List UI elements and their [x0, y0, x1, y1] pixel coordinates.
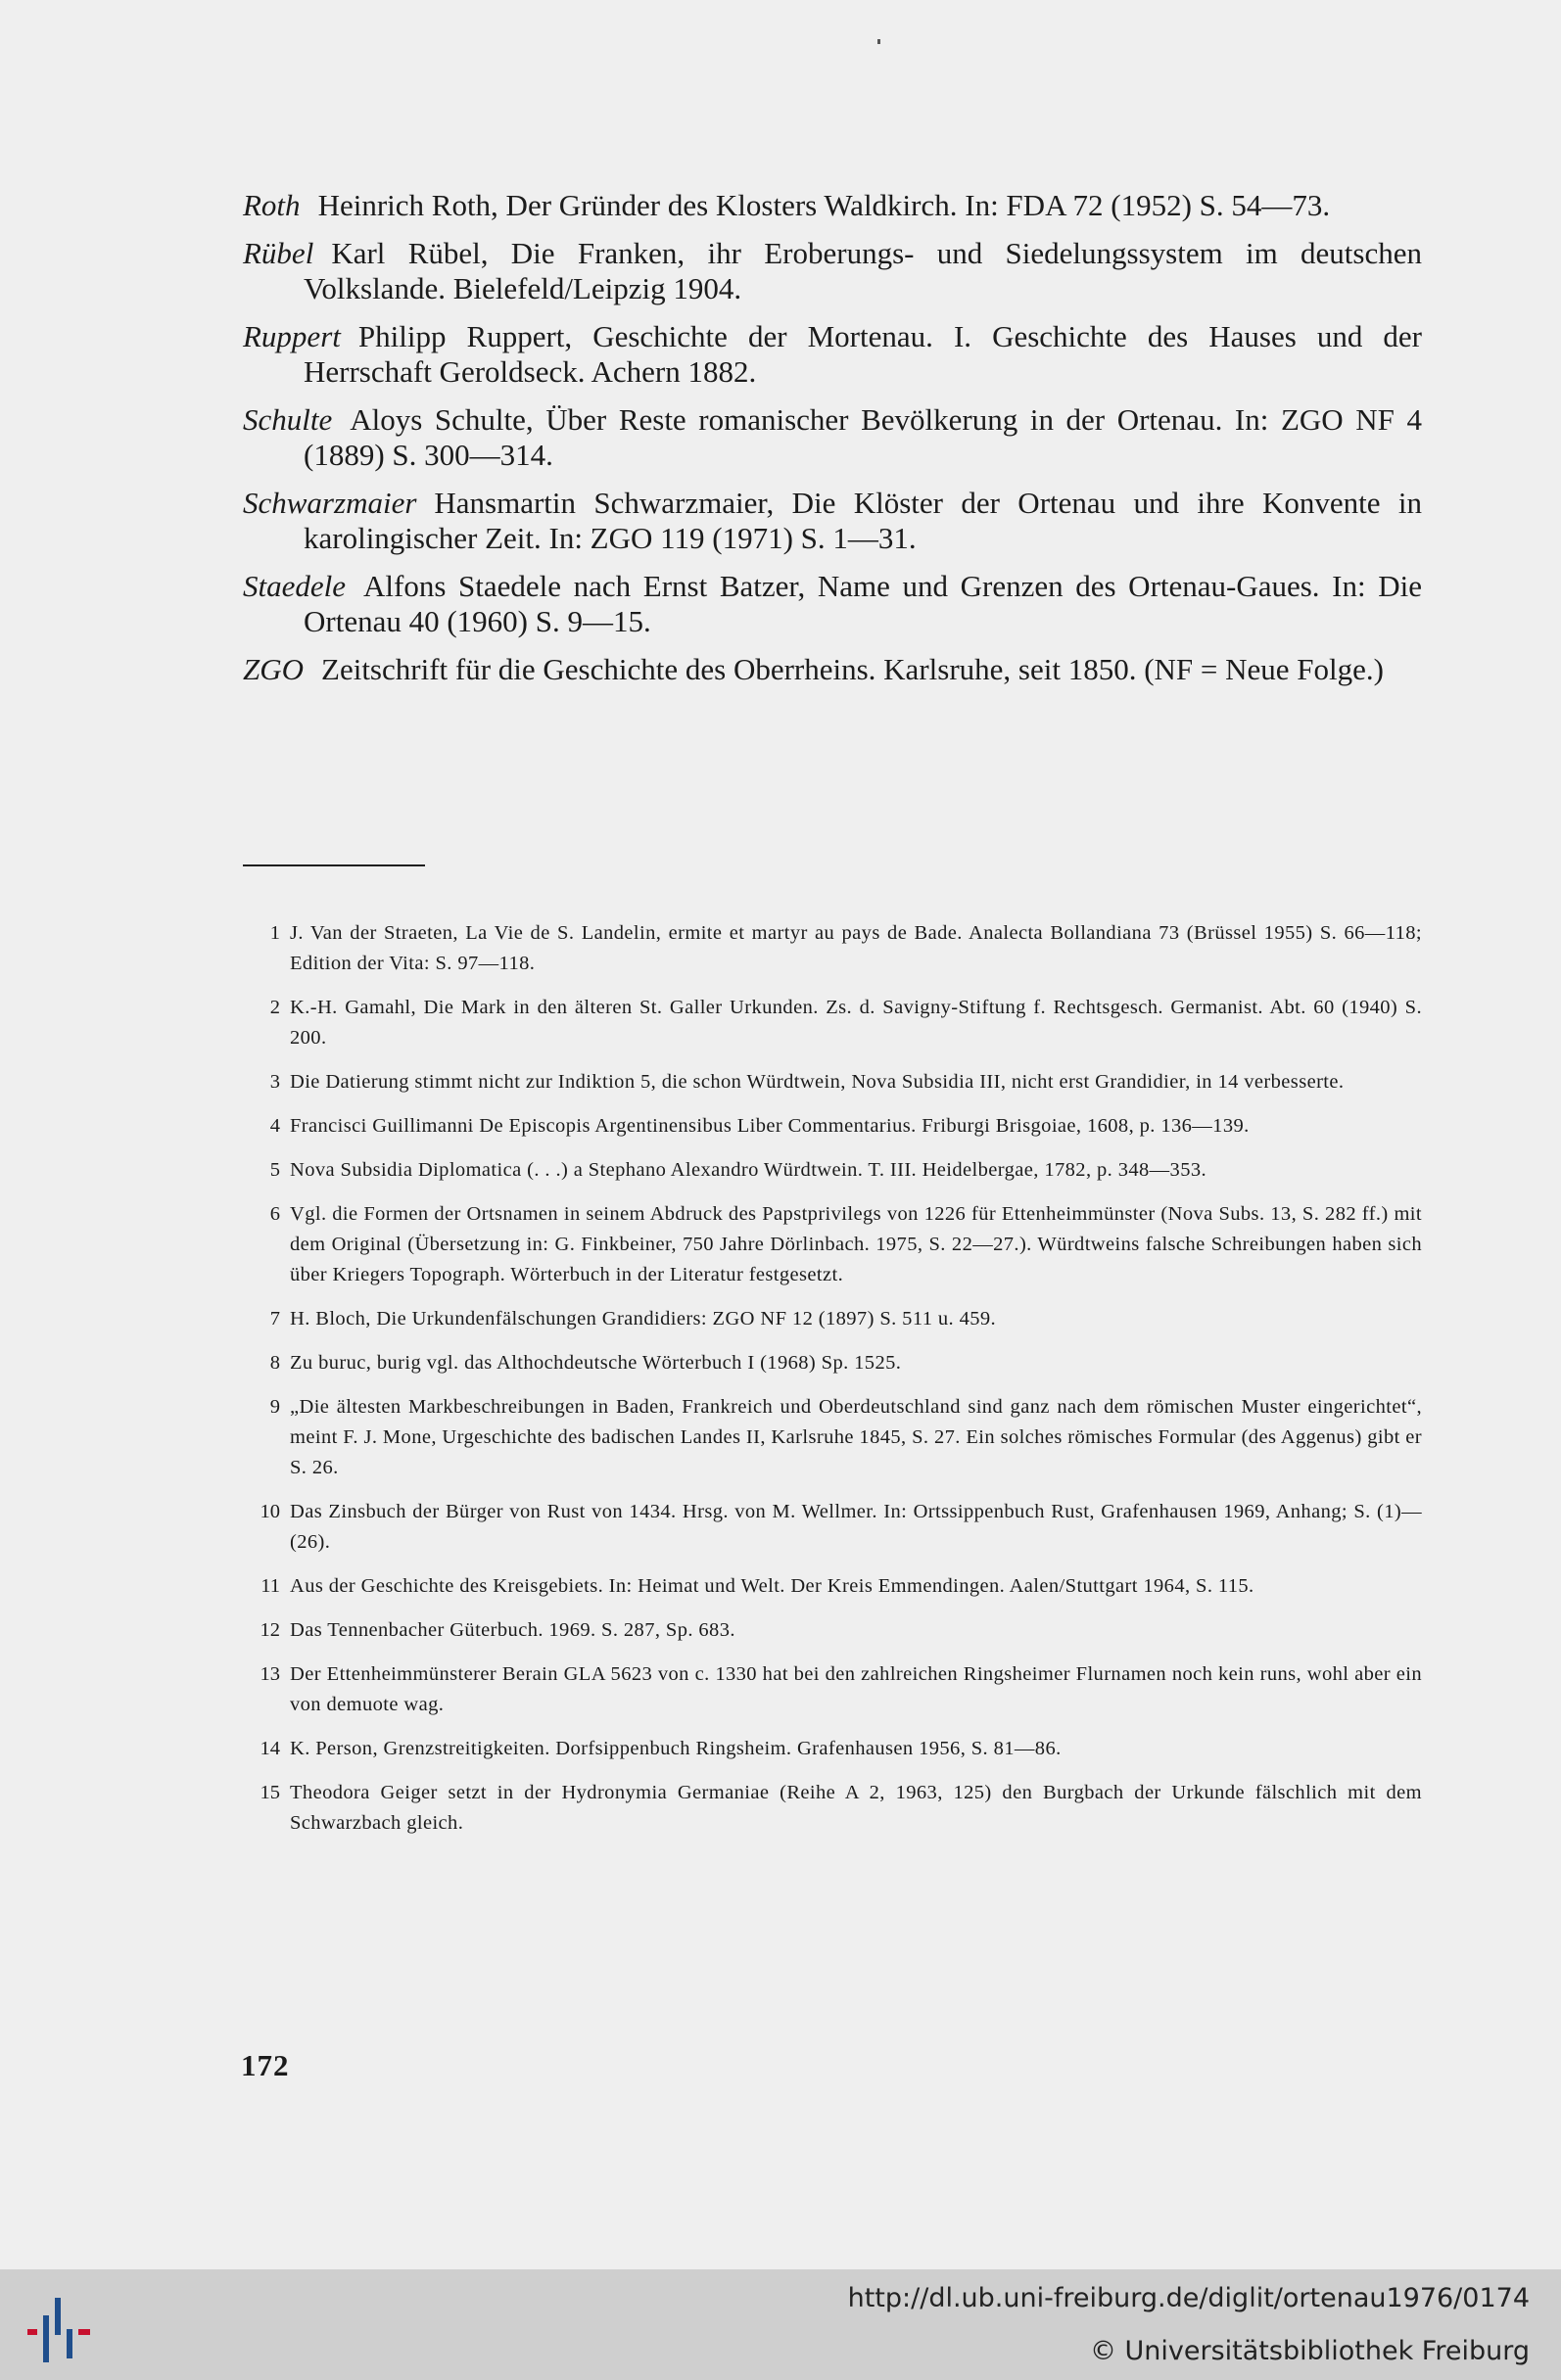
footnote-text: H. Bloch, Die Urkundenfälschungen Grandidiers: ZGO NF 12 (1897) S. 511 u. 459.	[290, 1308, 997, 1330]
copyright-notice: © Universitätsbibliothek Freiburg	[1089, 2336, 1530, 2366]
bibliography-text: Heinrich Roth, Der Gründer des Klosters Waldkirch. In: FDA 72 (1952) S. 54—73.	[317, 188, 1331, 222]
bibliography-entry	[243, 652, 1422, 687]
viewer-footer	[0, 2269, 1561, 2380]
bibliography-text: Karl Rübel, Die Franken, ihr Eroberungs- und Siedelungssystem im deutschen Volkslande. Bielefeld/Leipzig 1904.	[304, 236, 1422, 305]
footnote-text: Zu buruc, burig vgl. das Althochdeutsche Wörterbuch I (1968) Sp. 1525.	[290, 1352, 902, 1374]
footnote-number: 2	[269, 997, 280, 1018]
footnote	[257, 1497, 1422, 1558]
bibliography-entry	[243, 486, 1422, 556]
footnote-separator	[243, 864, 425, 866]
footnote-text: K.-H. Gamahl, Die Mark in den älteren St. Galler Urkunden. Zs. d. Savigny-Stiftung f. Rechtsgesch. Germanist. Abt. 60 (1940) S. 200.	[290, 997, 1422, 1049]
footnote	[257, 1734, 1422, 1764]
bibliography-entry	[243, 188, 1422, 223]
footnote-number: 13	[260, 1663, 280, 1685]
bibliography-key: ZGO	[243, 652, 305, 686]
footnote	[257, 993, 1422, 1053]
bibliography-key: Rübel	[243, 236, 314, 270]
footnote-number: 10	[260, 1501, 280, 1522]
footnote	[257, 1155, 1422, 1186]
footnote-number: 9	[269, 1396, 280, 1418]
footnote	[257, 1304, 1422, 1334]
footnote-text: Vgl. die Formen der Ortsnamen in seinem Abdruck des Papstprivilegs von 1226 für Ettenheimmünster (Nova Subs. 13, S. 282 ff.) mit dem Original (Übersetzung in: G. Finkbeiner, 750 Jahre Dörlinbach. 1975, S. 22—27.). Würdtweins falsche Schreibungen haben sich über Kriegers Topograph. Wörterbuch in der Literatur festgesetzt.	[290, 1203, 1422, 1285]
footnote-number: 12	[260, 1619, 280, 1641]
bibliography-text: Zeitschrift für die Geschichte des Oberrheins. Karlsruhe, seit 1850. (NF = Neue Folge.)	[321, 652, 1384, 686]
footnote	[257, 1348, 1422, 1378]
bibliography-key: Ruppert	[243, 319, 341, 353]
footnote	[257, 918, 1422, 979]
bibliography-text: Aloys Schulte, Über Reste romanischer Bevölkerung in der Ortenau. In: ZGO NF 4 (1889) S. 300—314.	[304, 402, 1422, 472]
footnote-number: 11	[260, 1575, 280, 1597]
footnote-text: Die Datierung stimmt nicht zur Indiktion 5, die schon Würdtwein, Nova Subsidia III, nicht erst Grandidier, in 14 verbesserte.	[290, 1071, 1345, 1093]
footnote-text: Francisci Guillimanni De Episcopis Argentinensibus Liber Commentarius. Friburgi Brisgoiae, 1608, p. 136—139.	[290, 1115, 1250, 1137]
footnote	[257, 1615, 1422, 1646]
footnote-text: Das Zinsbuch der Bürger von Rust von 1434. Hrsg. von M. Wellmer. In: Ortssippenbuch Rust, Grafenhausen 1969, Anhang; S. (1)—(26).	[290, 1501, 1422, 1553]
footnote-number: 1	[269, 922, 280, 944]
footnote-text: Nova Subsidia Diplomatica (. . .) a Stephano Alexandro Würdtwein. T. III. Heidelbergae, 1782, p. 348—353.	[290, 1159, 1207, 1181]
footnote	[257, 1571, 1422, 1602]
bibliography-list	[243, 188, 1422, 700]
bibliography-entry	[243, 319, 1422, 390]
footnote-number: 4	[269, 1115, 280, 1137]
footnote-text: „Die ältesten Markbeschreibungen in Baden, Frankreich und Oberdeutschland sind ganz nach dem römischen Muster eingerichtet“, meint F. J. Mone, Urgeschichte des badischen Landes II, Karlsruhe 1845, S. 27. Ein solches römisches Formular (des Aggenus) gibt er S. 26.	[290, 1396, 1422, 1478]
footnote	[257, 1199, 1422, 1290]
footnote	[257, 1111, 1422, 1142]
bibliography-entry	[243, 402, 1422, 473]
scan-speck	[877, 39, 880, 44]
footnote-number: 7	[269, 1308, 280, 1330]
footnote-text: Der Ettenheimmünsterer Berain GLA 5623 von c. 1330 hat bei den zahlreichen Ringsheimer Flurnamen noch kein runs, wohl aber ein von demuote wag.	[290, 1663, 1422, 1715]
footnote-number: 3	[269, 1071, 280, 1093]
footnote-number: 5	[269, 1159, 280, 1181]
bibliography-text: Hansmartin Schwarzmaier, Die Klöster der Ortenau und ihre Konvente in karolingischer Zeit. In: ZGO 119 (1971) S. 1—31.	[304, 486, 1422, 555]
footnote	[257, 1659, 1422, 1720]
footnote-number: 8	[269, 1352, 280, 1374]
footnote-text: Aus der Geschichte des Kreisgebiets. In: Heimat und Welt. Der Kreis Emmendingen. Aalen/Stuttgart 1964, S. 115.	[290, 1575, 1254, 1597]
footnote-number: 15	[260, 1782, 280, 1803]
permalink-url[interactable]: http://dl.ub.uni-freiburg.de/diglit/ortenau1976/0174	[847, 2283, 1530, 2313]
bibliography-key: Schulte	[243, 402, 333, 437]
footnote-text: J. Van der Straeten, La Vie de S. Landelin, ermite et martyr au pays de Bade. Analecta Bollandiana 73 (Brüssel 1955) S. 66—118; Edition der Vita: S. 97—118.	[290, 922, 1422, 974]
ub-freiburg-logo-icon	[20, 2294, 98, 2364]
footnote	[257, 1067, 1422, 1097]
page-number: 172	[241, 2048, 290, 2082]
bibliography-text: Philipp Ruppert, Geschichte der Mortenau. I. Geschichte des Hauses und der Herrschaft Geroldseck. Achern 1882.	[304, 319, 1422, 389]
footnote-text: K. Person, Grenzstreitigkeiten. Dorfsippenbuch Ringsheim. Grafenhausen 1956, S. 81—86.	[290, 1738, 1062, 1759]
footnote-text: Das Tennenbacher Güterbuch. 1969. S. 287, Sp. 683.	[290, 1619, 735, 1641]
bibliography-key: Roth	[243, 188, 301, 222]
footnote	[257, 1778, 1422, 1839]
footnote-number: 6	[269, 1203, 280, 1225]
bibliography-entry	[243, 569, 1422, 639]
bibliography-entry	[243, 236, 1422, 306]
footnote-text: Theodora Geiger setzt in der Hydronymia Germaniae (Reihe A 2, 1963, 125) den Burgbach der Urkunde fälschlich mit dem Schwarzbach gleich.	[290, 1782, 1422, 1834]
bibliography-key: Staedele	[243, 569, 347, 603]
footnote-number: 14	[260, 1738, 280, 1759]
bibliography-key: Schwarzmaier	[243, 486, 417, 520]
footnote-list	[257, 918, 1422, 1852]
footnote	[257, 1392, 1422, 1483]
bibliography-text: Alfons Staedele nach Ernst Batzer, Name und Grenzen des Ortenau-Gaues. In: Die Ortenau 40 (1960) S. 9—15.	[304, 569, 1422, 638]
